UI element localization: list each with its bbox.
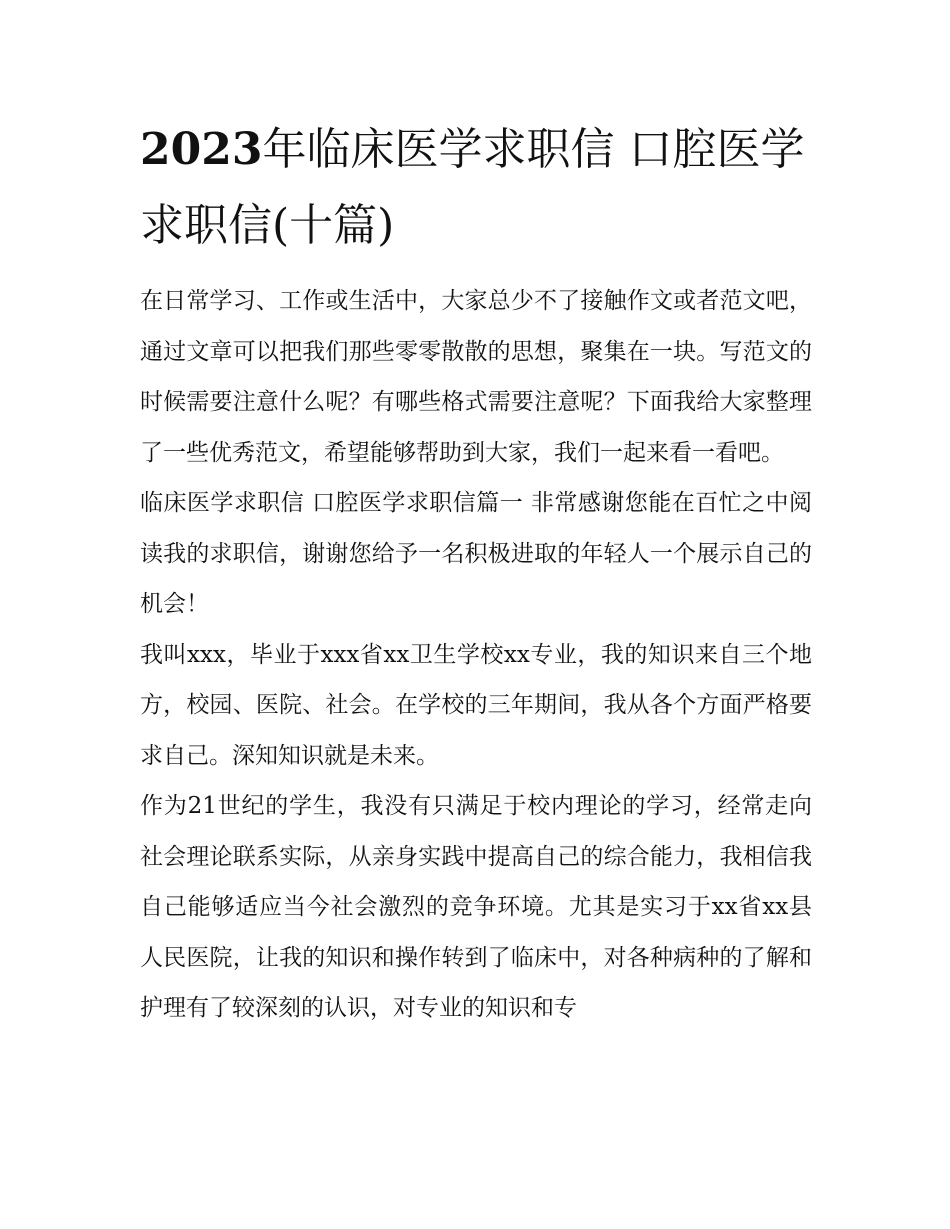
title-text: 年临床医学求职信 口腔医学求职信(十篇) xyxy=(140,124,805,251)
document-body xyxy=(140,276,812,1034)
paragraph-experience: 作为21世纪的学生，我没有只满足于校内理论的学习，经常走向社会理论联系实际，从亲身实践中提高自己的综合能力，我相信我自己能够适应当今社会激烈的竞争环境。尤其是实习于xx省xx县人民医院，让我的知识和操作转到了临床中，对各种病种的了解和护理有了较深刻的认识，对专业的知识和专 xyxy=(140,793,812,1021)
paragraph-intro: 在日常学习、工作或生活中，大家总少不了接触作文或者范文吧，通过文章可以把我们那些零零散散的思想，聚集在一块。写范文的时候需要注意什么呢？有哪些格式需要注意呢？下面我给大家整理了一些优秀范文，希望能够帮助到大家，我们一起来看一看吧。 xyxy=(140,288,812,466)
paragraph-introduction: 我叫xxx，毕业于xxx省xx卫生学校xx专业，我的知识来自三个地方，校园、医院、社会。在学校的三年期间，我从各个方面严格要求自己。深知知识就是未来。 xyxy=(140,641,812,769)
paragraph-thanks: 临床医学求职信 口腔医学求职信篇一 非常感谢您能在百忙之中阅读我的求职信，谢谢您给予一名积极进取的年轻人一个展示自己的机会！ xyxy=(140,490,812,617)
title-year: 2023 xyxy=(140,124,263,175)
document-title xyxy=(140,112,830,264)
